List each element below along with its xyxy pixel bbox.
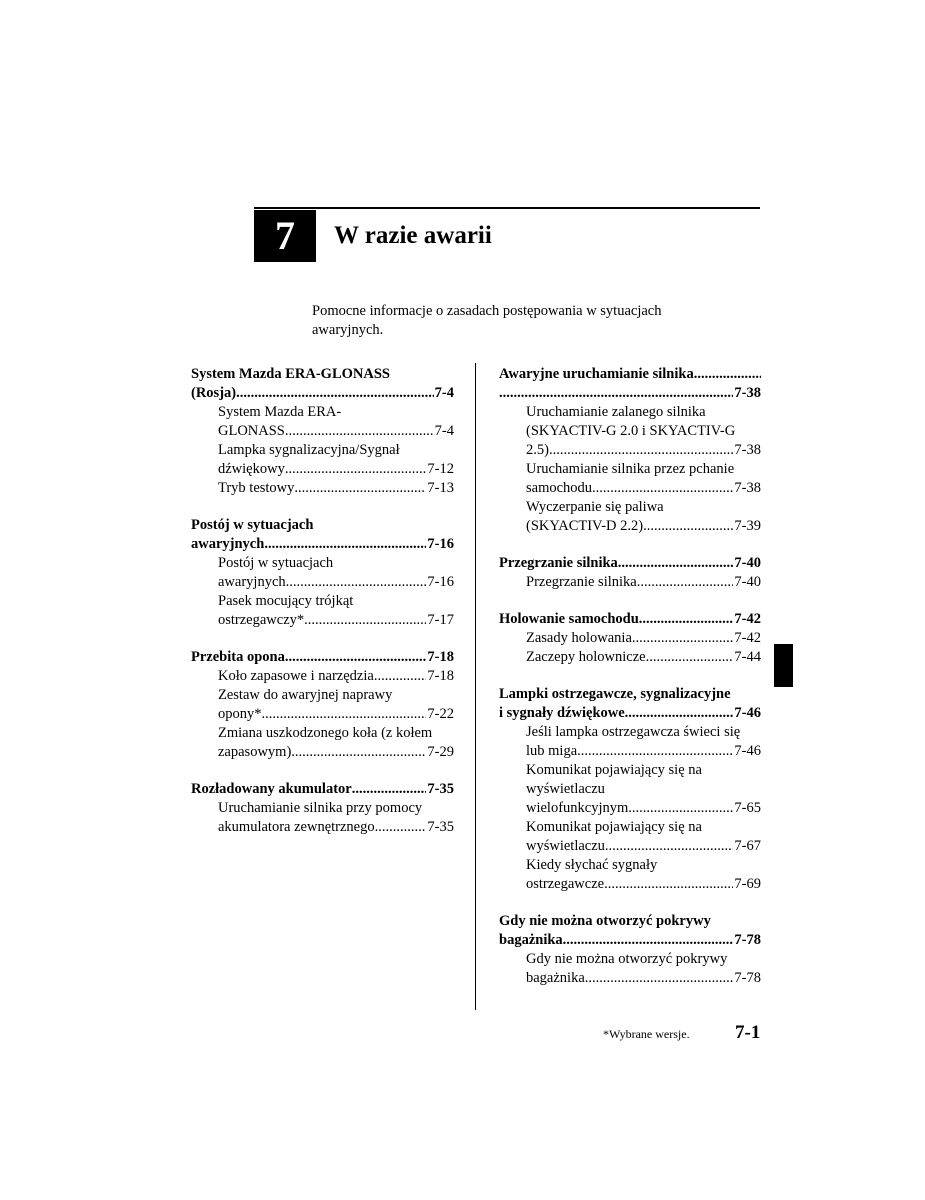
toc-entry-text: Zaczepy holownicze <box>526 649 646 665</box>
toc-entry-text: wielofunkcyjnym <box>526 800 629 816</box>
toc-entry-text: Lampka sygnalizacyjna/Sygnał <box>218 442 400 458</box>
toc-entry-text: Koło zapasowe i narzędzia <box>218 668 374 684</box>
toc-heading-line <box>191 648 454 667</box>
toc-section <box>191 365 454 498</box>
dot-leader <box>499 384 733 403</box>
dot-leader <box>604 875 733 894</box>
toc-page-ref[interactable]: 7-16 <box>427 574 454 590</box>
toc-page-ref[interactable]: 7-40 <box>734 555 761 571</box>
toc-entry-text: Wyczerpanie się paliwa <box>526 499 664 515</box>
dot-leader <box>285 422 434 441</box>
chapter-number: 7 <box>275 213 295 258</box>
toc-heading-line <box>499 704 761 723</box>
dot-leader <box>285 460 427 479</box>
toc-page-ref[interactable]: 7-38 <box>734 480 761 496</box>
toc-subentry <box>191 422 454 441</box>
toc-page-ref[interactable]: 7-65 <box>734 800 761 816</box>
toc-section <box>191 648 454 762</box>
toc-entry-text: Zestaw do awaryjnej naprawy <box>218 687 393 703</box>
toc-entry-text: System Mazda ERA-GLONASS <box>191 366 390 382</box>
toc-subentry <box>191 479 454 498</box>
dot-leader <box>374 667 427 686</box>
dot-leader <box>618 554 734 573</box>
toc-heading-line <box>191 384 454 403</box>
toc-subentry <box>191 611 454 630</box>
dot-leader <box>286 573 427 592</box>
toc-subentry <box>499 573 761 592</box>
toc-page-ref[interactable]: 7-38 <box>734 442 761 458</box>
toc-entry-text: Tryb testowy <box>218 480 295 496</box>
intro-line: awaryjnych. <box>312 321 384 338</box>
toc-page-ref[interactable]: 7-17 <box>427 612 454 628</box>
toc-entry-text: Jeśli lampka ostrzegawcza świeci się <box>526 724 741 740</box>
toc-subentry <box>191 818 454 837</box>
toc-entry-text: (Rosja) <box>191 385 237 401</box>
toc-entry-text: Pasek mocujący trójkąt <box>218 593 354 609</box>
toc-page-ref[interactable]: 7-46 <box>734 743 761 759</box>
toc-entry-text: Zasady holowania <box>526 630 632 646</box>
toc-entry-text: Holowanie samochodu <box>499 611 639 627</box>
toc-heading-line <box>191 516 454 535</box>
toc-entry-text: Przegrzanie silnika <box>499 555 618 571</box>
dot-leader <box>585 969 734 988</box>
toc-subentry <box>499 761 761 780</box>
toc-subentry <box>499 517 761 536</box>
toc-subentry <box>499 742 761 761</box>
toc-page-ref[interactable]: 7-18 <box>427 649 454 665</box>
toc-entry-text: Uruchamianie silnika przy pomocy <box>218 800 423 816</box>
toc-subentry <box>499 629 761 648</box>
toc-subentry <box>191 705 454 724</box>
toc-heading-line <box>499 912 761 931</box>
toc-subentry <box>499 856 761 875</box>
toc-entry-text: Przegrzanie silnika <box>526 574 637 590</box>
toc-entry-text: Postój w sytuacjach <box>218 555 334 571</box>
toc-subentry <box>191 554 454 573</box>
toc-subentry <box>191 724 454 743</box>
toc-page-ref[interactable]: 7-67 <box>734 838 761 854</box>
toc-subentry <box>191 667 454 686</box>
toc-entry-text: awaryjnych <box>218 574 286 590</box>
toc-page-ref[interactable]: 7-78 <box>734 932 761 948</box>
toc-subentry <box>191 592 454 611</box>
toc-entry-text: i sygnały dźwiękowe <box>499 705 625 721</box>
toc-subentry <box>499 818 761 837</box>
toc-entry-text: akumulatora zewnętrznego <box>218 819 375 835</box>
toc-section <box>191 516 454 630</box>
toc-subentry <box>499 780 761 799</box>
toc-heading-line <box>191 365 454 384</box>
toc-entry-text: Uruchamianie zalanego silnika <box>526 404 706 420</box>
toc-page-ref[interactable]: 7-4 <box>434 423 454 439</box>
toc-subentry <box>499 723 761 742</box>
toc-left-column <box>191 365 454 855</box>
dot-leader <box>632 629 734 648</box>
toc-entry-text: Przebita opona <box>191 649 285 665</box>
dot-leader <box>285 648 427 667</box>
toc-entry-text: Kiedy słychać sygnały <box>526 857 658 873</box>
toc-subentry <box>499 479 761 498</box>
toc-subentry <box>191 743 454 762</box>
toc-subentry <box>499 969 761 988</box>
toc-page-ref[interactable]: 7-42 <box>734 630 761 646</box>
toc-entry-text: lub miga <box>526 743 578 759</box>
toc-entry-text: GLONASS <box>218 423 285 439</box>
toc-entry-text: opony* <box>218 706 262 722</box>
toc-entry-text: (SKYACTIV-G 2.0 i SKYACTIV-G <box>526 423 736 439</box>
toc-entry-text: Komunikat pojawiający się na <box>526 819 702 835</box>
toc-entry-text: Lampki ostrzegawcze, sygnalizacyjne <box>499 686 731 702</box>
toc-right-column <box>499 365 761 1006</box>
dot-leader <box>625 704 734 723</box>
toc-entry-text: Komunikat pojawiający się na <box>526 762 702 778</box>
toc-entry-text: wyświetlaczu <box>526 838 605 854</box>
toc-section <box>499 365 761 536</box>
toc-page-ref[interactable]: 7-22 <box>427 706 454 722</box>
chapter-intro <box>312 302 732 339</box>
toc-subentry <box>191 686 454 705</box>
toc-entry-text: Awaryjne uruchamianie silnika <box>499 366 694 382</box>
toc-entry-text: wyświetlaczu <box>526 781 605 797</box>
toc-section <box>499 912 761 988</box>
toc-entry-text: Zmiana uszkodzonego koła (z kołem <box>218 725 433 741</box>
column-divider <box>475 363 476 1010</box>
toc-page-ref[interactable]: 7-35 <box>427 819 454 835</box>
toc-page-ref[interactable]: 7-69 <box>734 876 761 892</box>
toc-section <box>191 780 454 837</box>
chapter-number-box <box>254 210 316 262</box>
toc-entry-text: ostrzegawcze <box>526 876 605 892</box>
dot-leader <box>592 479 733 498</box>
intro-line: Pomocne informacje o zasadach postępowania w sytuacjach <box>312 303 662 319</box>
toc-entry-text: dźwiękowy <box>218 461 285 477</box>
toc-heading-line <box>191 780 454 799</box>
dot-leader <box>294 479 426 498</box>
toc-subentry <box>191 441 454 460</box>
toc-heading-line <box>499 554 761 573</box>
dot-leader <box>577 742 733 761</box>
toc-entry-text: bagażnika <box>499 932 563 948</box>
toc-page-ref[interactable]: 7-4 <box>434 385 454 401</box>
toc-entry-text: samochodu <box>526 480 593 496</box>
toc-entry-text: Postój w sytuacjach <box>191 517 314 533</box>
toc-heading-line <box>499 931 761 950</box>
dot-leader <box>264 535 426 554</box>
toc-subentry <box>191 573 454 592</box>
dot-leader <box>643 517 733 536</box>
toc-page-ref[interactable]: 7-29 <box>427 744 454 760</box>
toc-page-ref[interactable]: 7-13 <box>427 480 454 496</box>
dot-leader <box>628 799 733 818</box>
toc-entry-text: Uruchamianie silnika przez pchanie <box>526 461 735 477</box>
toc-page-ref[interactable]: 7-44 <box>734 649 761 665</box>
toc-subentry <box>499 950 761 969</box>
dot-leader <box>375 818 427 837</box>
toc-subentry <box>499 403 761 422</box>
toc-heading-line <box>499 610 761 629</box>
toc-subentry <box>499 460 761 479</box>
toc-page-ref[interactable]: 7-46 <box>734 705 761 721</box>
toc-section <box>499 554 761 592</box>
toc-page-ref[interactable]: 7-18 <box>427 668 454 684</box>
toc-entry-text: bagażnika <box>526 970 585 986</box>
toc-entry-text: awaryjnych <box>191 536 265 552</box>
dot-leader <box>236 384 434 403</box>
dot-leader <box>605 837 733 856</box>
dot-leader <box>646 648 734 667</box>
toc-entry-text: (SKYACTIV-D 2.2) <box>526 518 644 534</box>
toc-heading-line <box>499 384 761 403</box>
toc-entry-text: zapasowym) <box>218 744 292 760</box>
dot-leader <box>563 931 734 950</box>
toc-subentry <box>499 799 761 818</box>
toc-entry-text: Gdy nie można otworzyć pokrywy <box>526 951 728 967</box>
toc-page-ref[interactable]: 7-16 <box>427 536 454 552</box>
toc-page-ref[interactable]: 7-35 <box>427 781 454 797</box>
toc-page-ref[interactable]: 7-42 <box>734 611 761 627</box>
page-number: 7-1 <box>735 1022 761 1043</box>
toc-subentry <box>191 403 454 422</box>
toc-section <box>499 685 761 894</box>
dot-leader <box>291 743 426 762</box>
chapter-thumb-tab <box>774 644 793 687</box>
toc-entry-text: ostrzegawczy* <box>218 612 305 628</box>
toc-subentry <box>499 648 761 667</box>
dot-leader <box>639 610 734 629</box>
toc-page-ref[interactable]: 7-38 <box>734 385 761 401</box>
toc-page-ref[interactable]: 7-39 <box>734 518 761 534</box>
toc-page-ref[interactable]: 7-40 <box>734 574 761 590</box>
toc-page-ref[interactable]: 7-12 <box>427 461 454 477</box>
toc-heading-line <box>499 365 761 384</box>
toc-entry-text: 2.5) <box>526 442 549 458</box>
toc-subentry <box>499 441 761 460</box>
toc-entry-text: System Mazda ERA- <box>218 404 342 420</box>
chapter-header-rule <box>254 207 760 209</box>
dot-leader <box>637 573 734 592</box>
footnote: *Wybrane wersje. <box>603 1027 690 1041</box>
toc-entry-text: Gdy nie można otworzyć pokrywy <box>499 913 711 929</box>
toc-heading-line <box>499 685 761 704</box>
toc-subentry <box>191 460 454 479</box>
toc-subentry <box>499 875 761 894</box>
chapter-title: W razie awarii <box>334 222 492 249</box>
dot-leader <box>304 611 426 630</box>
toc-entry-text: Rozładowany akumulator <box>191 781 352 797</box>
toc-page-ref[interactable]: 7-78 <box>734 970 761 986</box>
toc-subentry <box>191 799 454 818</box>
toc-subentry <box>499 837 761 856</box>
toc-section <box>499 610 761 667</box>
toc-subentry <box>499 422 761 441</box>
dot-leader <box>549 441 733 460</box>
toc-heading-line <box>191 535 454 554</box>
dot-leader <box>694 365 761 384</box>
dot-leader <box>262 705 427 724</box>
toc-subentry <box>499 498 761 517</box>
dot-leader <box>352 780 427 799</box>
